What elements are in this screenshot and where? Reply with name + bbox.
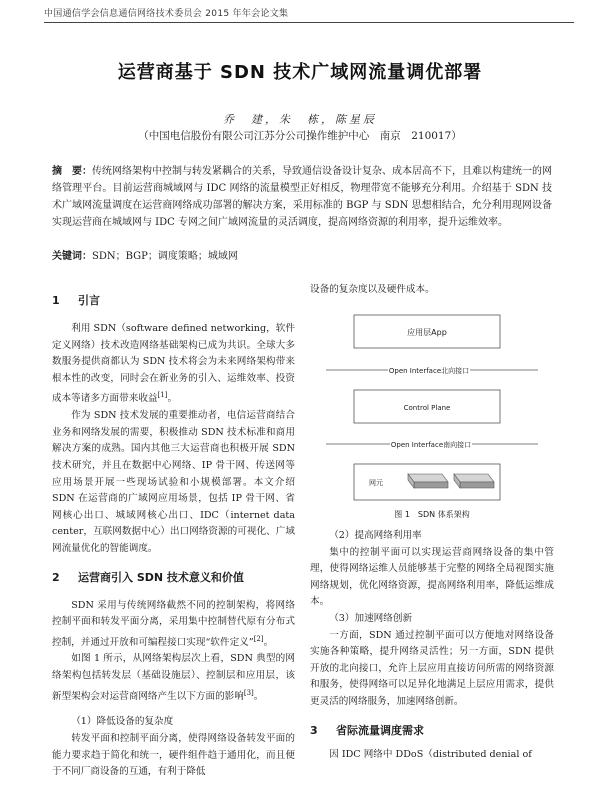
ref-2: [2] [253,634,264,643]
section-2-heading [52,567,295,589]
network-element-label: 网元 [369,479,383,487]
abstract-label: 摘 要： [52,166,92,177]
section-3-title: 省际流量调度需求 [336,723,424,737]
sdn-architecture-figure [310,302,554,527]
intro-paragraph-1 [52,321,295,408]
intro-paragraph-2: 作为 SDN 技术发展的重要推动者，电信运营商结合业务和网络发展的需要，积极推动 SDN 技术标准和商用解决方案的成熟。国内其他三大运营商也积极开展 SDN 技术研究，并且在数据中心网络、IP 骨干网、传送网等应用场景开展一些现场试验和小规模部署。本文介绍 SDN 在运营商的广域网应用场景，包括 IP 骨干网、省网核心出口、城域网核心出口、IDC（internet data center，互联网数据中心）出口网络资源的可视化、广域网流量优化的智能调度。 [52,410,295,554]
s2-p2-end: 。 [253,690,264,702]
section-1-heading [52,290,295,312]
section-3-heading [310,720,554,742]
subheading-3: （3）加速网络创新 [329,612,413,624]
abstract-text: 传统网络架构中控制与转发紧耦合的关系，导致通信设备设计复杂、成本居高不下，且难以构建统一的网络管理平台。目前运营商城域网与 IDC 网络的流量模型正好相反，物理带宽不能够充分利用。介绍基于 SDN 技术广域网流量调度在运营商网络成功部署的解决方案，采用标准的 BGP 与 SDN 思想相结合，允分利用现网设备实现运营商在城域网与 IDC 专网之间广域网流量的灵活调度，提高网络资源的利用率，提升运维效率。 [52,166,552,228]
figure-caption: 图 1 SDN 体系架构 [394,510,470,519]
control-plane-label: Control Plane [403,404,451,412]
paper-title: 运营商基于 SDN 技术广域网流量调优部署 [117,62,483,83]
keywords-text: SDN；BGP；调度策略；城域网 [92,251,238,262]
section-2-paragraph-3: 转发平面和控制平面分离，使得网络设备转发平面的能力要求趋于简化和统一，硬件组件趋于通用化，而且便于不同厂商设备的互通，有利于降低 [52,733,295,778]
affiliation: （中国电信股份有限公司江苏分公司操作维护中心 南京 210017） [138,130,462,142]
section-2-paragraph-2 [52,651,295,705]
s2-p1-end: 。 [263,636,274,648]
right-column [310,282,554,299]
section-2-paragraph-1 [52,598,295,652]
keywords [52,248,552,265]
continued-paragraph: 设备的复杂度以及硬件成本。 [310,284,435,295]
section-2-paragraph-5: 一方面，SDN 通过控制平面可以方便地对网络设备实施各种策略，提升网络灵活性；另一方面，SDN 提供开放的北向接口，允许上层应用直接访问所需的网络资源和服务，使得网络可以足异化地满足上层应用需求，提供更灵活的网络服务，加速网络创新。 [310,629,554,707]
section-1-number: 1 [52,294,60,307]
intro-p1-end: 。 [167,393,178,405]
s2-p1-text: SDN 采用与传统网络截然不同的控制架构，将网络控制平面和转发平面分离，采用集中控制替代原有分布式控制，并通过开放和可编程接口实现“软件定义” [52,599,295,648]
switch-device-1 [408,474,448,488]
authors: 乔 建，朱 栋，陈星辰 [223,113,377,126]
section-2-number: 2 [52,570,60,584]
app-layer-label: 应用层App [407,328,447,337]
intro-p1-text: 利用 SDN（software defined networking，软件定义网络）技术改造网络基础架构已成为共识。全球大多数服务提供商都认为 SDN 技术将会为未来网络架构带来根本性的改变，同时会在新业务的引入、运维效率、投资成本等诸多方面带来收益 [52,323,295,405]
abstract [52,163,552,231]
southbound-label: Open Interface南向接口 [390,441,472,449]
switch-device-2 [454,474,494,488]
subheading-2: （2）提高网络利用率 [329,530,422,541]
subheading-1: （1）降低设备的复杂度 [71,716,174,728]
northbound-label: Open Interface北向接口 [388,367,470,375]
section-3-paragraph-1: 因 IDC 网络中 DDoS（distributed denial of [329,748,532,760]
ref-1: [1] [157,391,168,400]
left-column [52,290,295,781]
keywords-label: 关键词： [52,251,92,262]
right-column-lower [310,528,554,763]
section-2-title: 运营商引入 SDN 技术意义和价值 [78,570,244,584]
running-header: 中国通信学会信息通信网络技术委员会 2015 年年会论文集 [44,6,574,23]
section-1-title: 引言 [78,294,100,307]
s2-p2-text: 如图 1 所示，从网络架构层次上看，SDN 典型的网络架构包括转发层（基础设施层）、控制层和应用层，该新型架构会对运营商网络产生以下方面的影响 [52,653,295,702]
ref-3: [3] [243,688,254,697]
section-2-paragraph-4: 集中的控制平面可以实现运营商网络设备的集中管理，使得网络运维人员能够基于完整的网络全局视图实施网络规划，优化网络资源，提高网络利用率，降低运维成本。 [310,546,554,608]
section-3-number: 3 [310,723,318,737]
